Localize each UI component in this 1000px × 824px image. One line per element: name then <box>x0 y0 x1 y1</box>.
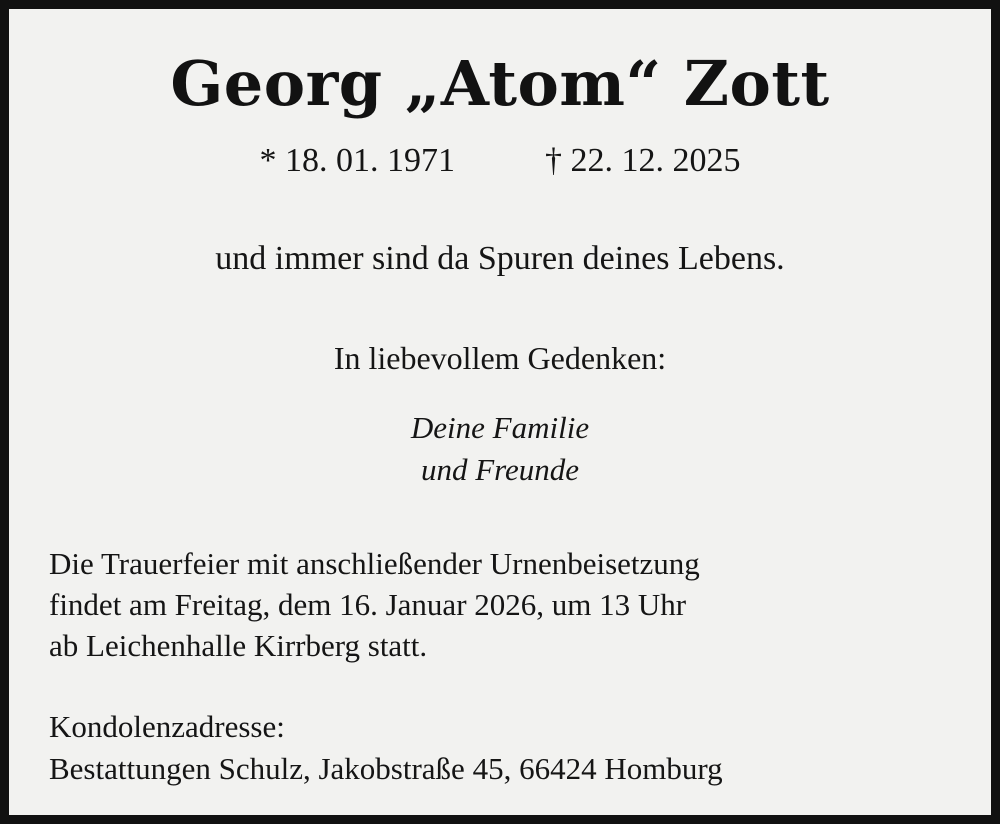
ceremony-details <box>49 543 951 667</box>
death-date: † 22. 12. 2025 <box>545 142 741 180</box>
survivors-line: und Freunde <box>420 451 580 487</box>
ceremony-line: ab Leichenhalle Kirrberg statt. <box>49 628 428 664</box>
life-dates <box>49 142 951 180</box>
memorial-verse: und immer sind da Spuren deines Lebens. <box>215 240 785 278</box>
condolence-label: Kondolenzadresse: <box>49 709 285 745</box>
birth-date: * 18. 01. 1971 <box>259 142 455 180</box>
ceremony-line: findet am Freitag, dem 16. Januar 2026, um 13 Uhr <box>49 587 687 622</box>
memory-label: In liebevollem Gedenken: <box>333 340 667 377</box>
survivors-line: Deine Familie <box>410 410 590 446</box>
survivors-block <box>49 407 951 491</box>
deceased-name: Georg „Atom“ Zott <box>170 47 830 120</box>
ceremony-line: Die Trauerfeier mit anschließender Urnenbeisetzung <box>49 545 700 581</box>
condolence-details <box>49 706 951 788</box>
condolence-address: Bestattungen Schulz, Jakobstraße 45, 66424 Homburg <box>49 750 723 786</box>
